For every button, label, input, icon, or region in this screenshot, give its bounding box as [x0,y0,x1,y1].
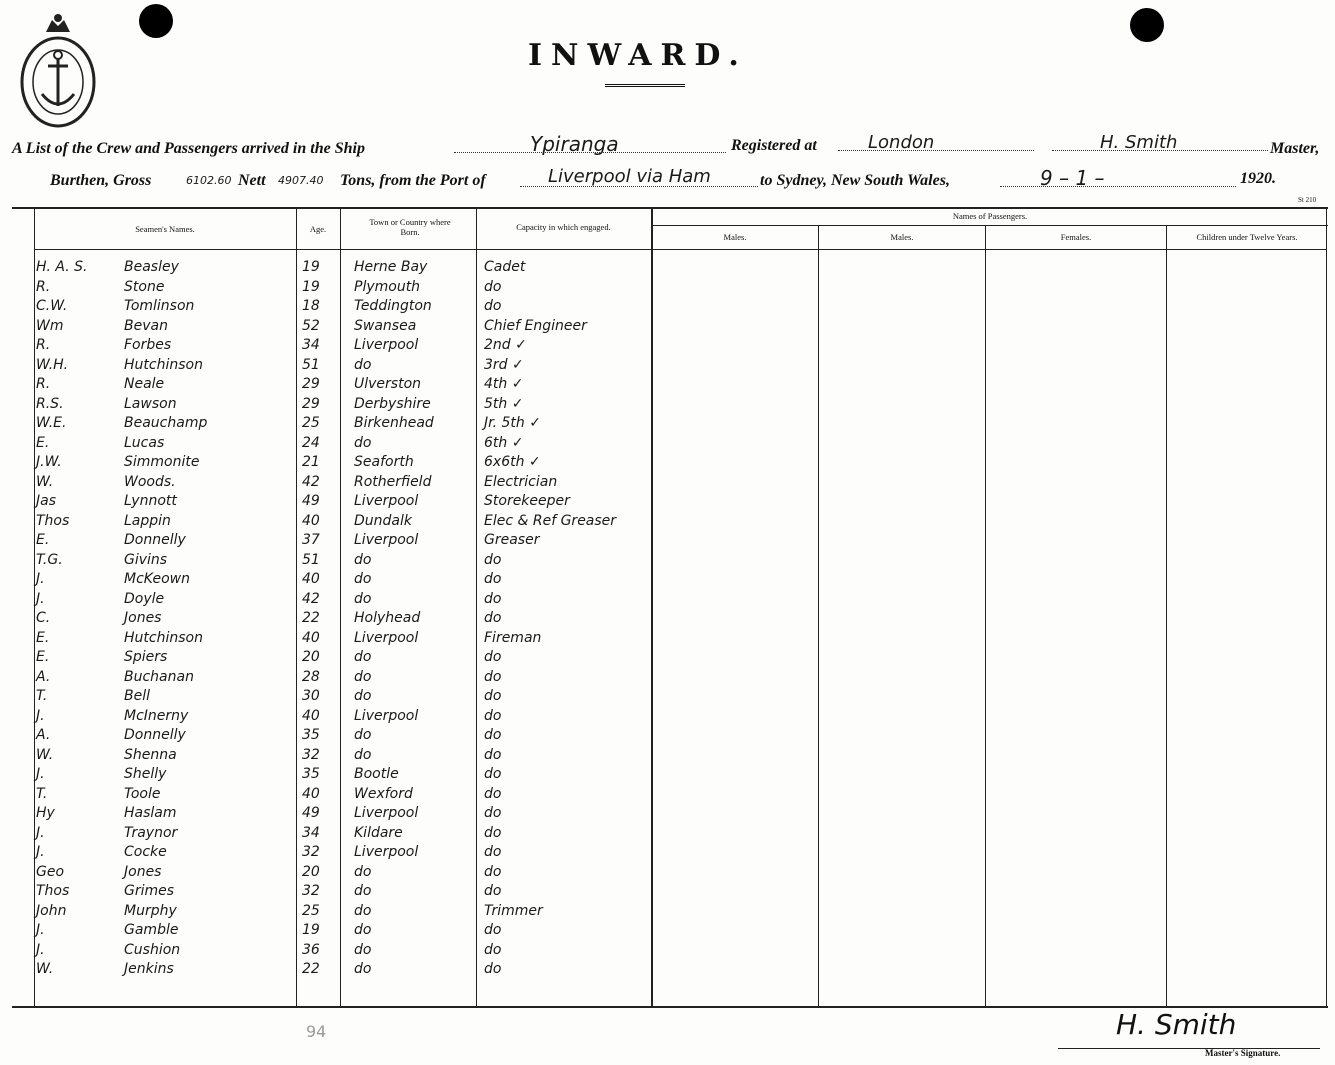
title-underline [605,84,685,87]
crew-age: 21 [302,454,320,470]
crew-town: do [354,649,372,665]
crew-capacity: Trimmer [484,902,543,919]
table-row [0,669,1335,689]
crew-surname: Shelly [124,766,167,782]
crew-capacity: do [484,571,502,587]
table-row [0,942,1335,962]
crew-surname: Beasley [124,259,179,275]
crew-surname: Traynor [124,824,178,841]
header-seamens-names: Seamen's Names. [135,224,195,234]
crew-town: do [354,961,372,977]
crew-surname: McInerny [124,707,189,724]
crew-age: 35 [302,727,320,743]
crew-town: do [354,746,372,763]
crew-age: 49 [302,805,320,821]
crew-initials: Geo [36,863,65,880]
crew-capacity: do [484,805,502,821]
crew-town: do [354,668,372,685]
table-row [0,357,1335,377]
crew-age: 19 [302,922,320,938]
tons-from-port-label: Tons, from the Port of [340,172,486,189]
crew-initials: A. [36,727,51,743]
crew-initials: W.H. [36,356,69,373]
crew-surname: Cocke [124,844,167,860]
crew-age: 34 [302,824,320,841]
crew-surname: McKeown [124,571,190,587]
crew-capacity: do [484,844,502,860]
crew-capacity: do [484,746,502,763]
crew-town: do [354,922,372,938]
table-row [0,844,1335,864]
crew-initials: J. [36,824,45,841]
crew-age: 32 [302,883,320,899]
crew-capacity: do [484,785,502,802]
date-field [1000,186,1236,187]
crew-initials: R.S. [36,395,64,412]
crew-age: 51 [302,551,320,568]
crew-capacity: do [484,590,502,607]
crew-initials: J. [36,844,45,860]
document-title: INWARD. [528,38,748,73]
table-row [0,396,1335,416]
crew-initials: T. [36,688,48,704]
crew-capacity: do [484,298,502,314]
crew-initials: J. [36,707,45,724]
table-row [0,961,1335,981]
crew-age: 35 [302,766,320,782]
table-row [0,903,1335,923]
crew-capacity: do [484,610,502,626]
crew-town: Liverpool [354,707,419,724]
crew-initials: W. [36,473,54,490]
crew-town: Bootle [354,766,399,782]
crew-town: Liverpool [354,493,419,509]
crew-capacity: 6th ✓ [484,434,524,451]
crew-surname: Murphy [124,902,177,919]
crew-age: 32 [302,844,320,860]
table-top-rule [12,207,1328,209]
crew-surname: Beauchamp [124,415,208,431]
crew-initials: J. [36,571,45,587]
master-name-value: H. Smith [1100,132,1178,153]
crew-initials: C.W. [36,298,68,314]
table-row [0,805,1335,825]
crew-initials: Thos [36,512,70,529]
crew-surname: Stone [124,278,165,295]
crew-capacity: Elec & Ref Greaser [484,512,617,529]
nett-label: Nett [238,172,266,189]
crew-town: Liverpool [354,337,419,353]
crew-age: 25 [302,902,320,919]
crew-town: Liverpool [354,844,419,860]
crew-town: do [354,590,372,607]
crew-capacity: Chief Engineer [484,317,587,334]
crew-surname: Lucas [124,434,165,451]
crew-age: 19 [302,278,320,295]
table-row [0,415,1335,435]
crew-capacity: do [484,941,502,958]
crew-surname: Neale [124,376,165,392]
crew-capacity: 5th ✓ [484,395,524,412]
crew-surname: Cushion [124,941,181,958]
to-sydney-label: to Sydney, New South Wales, [760,172,950,189]
crew-surname: Lappin [124,512,171,529]
crew-age: 28 [302,668,320,685]
crew-initials: A. [36,668,51,685]
crew-surname: Bell [124,688,150,704]
table-row [0,649,1335,669]
crew-surname: Grimes [124,883,175,899]
crew-surname: Jenkins [124,961,174,977]
crew-surname: Shenna [124,746,177,763]
table-row [0,591,1335,611]
crew-surname: Simmonite [124,454,200,470]
header-town: Town or Country where Born. [369,217,451,237]
crew-initials: H. A. S. [36,259,88,275]
table-row [0,454,1335,474]
crew-initials: T.G. [36,551,63,568]
table-row [0,279,1335,299]
table-row [0,766,1335,786]
crew-town: Holyhead [354,610,421,626]
crew-surname: Hutchinson [124,629,203,646]
table-row [0,435,1335,455]
header-children: Children under Twelve Years. [1196,232,1298,242]
crew-capacity: Greaser [484,532,540,548]
table-row [0,786,1335,806]
crew-town: Dundalk [354,512,412,529]
crew-initials: John [36,902,67,919]
crew-initials: J. [36,941,45,958]
crew-initials: J. [36,922,45,938]
table-row [0,708,1335,728]
crew-age: 30 [302,688,320,704]
master-label: Master, [1270,140,1320,157]
header-males-2: Males. [890,232,914,242]
crew-town: Rotherfield [354,473,432,490]
crew-capacity: do [484,707,502,724]
crew-initials: W. [36,961,54,977]
master-signature: H. Smith [1116,1008,1237,1041]
ship-line-prefix: A List of the Crew and Passengers arrived in the Ship [12,140,365,157]
header-passengers: Names of Passengers. [952,211,1028,221]
crew-capacity: do [484,649,502,665]
crew-town: Derbyshire [354,395,431,412]
crew-age: 37 [302,532,320,548]
table-row [0,337,1335,357]
header-age: Age. [309,224,327,234]
crew-initials: E. [36,629,50,646]
crew-town: Liverpool [354,532,419,548]
table-row [0,376,1335,396]
table-row [0,883,1335,903]
crew-town: Seaforth [354,454,414,470]
ship-name-value: Ypiranga [530,132,619,156]
crew-surname: Hutchinson [124,356,203,373]
punch-hole-left [139,4,173,38]
table-row [0,474,1335,494]
crew-town: Wexford [354,785,413,802]
crew-capacity: do [484,922,502,938]
crew-age: 40 [302,707,320,724]
crew-town: do [354,356,372,373]
crew-capacity: Storekeeper [484,493,570,509]
crew-age: 40 [302,629,320,646]
crew-town: do [354,571,372,587]
crew-age: 51 [302,356,320,373]
crew-initials: T. [36,785,48,802]
crew-town: Birkenhead [354,415,434,431]
table-row [0,688,1335,708]
crew-initials: R. [36,278,51,295]
crew-surname: Givins [124,551,168,568]
crew-town: Teddington [354,298,432,314]
crew-town: Ulverston [354,376,422,392]
table-row [0,864,1335,884]
crew-surname: Toole [124,785,161,802]
burthen-label: Burthen, Gross [50,172,152,189]
crew-age: 29 [302,376,320,392]
signature-line [1058,1048,1320,1049]
crew-town: Swansea [354,317,417,334]
table-row [0,825,1335,845]
crew-age: 22 [302,610,320,626]
punch-hole-right [1130,8,1164,42]
crew-capacity: do [484,688,502,704]
table-row [0,552,1335,572]
passengers-sub-rule [652,225,1328,226]
crew-initials: R. [36,337,51,353]
crew-capacity: do [484,668,502,685]
crew-surname: Haslam [124,805,177,821]
table-row [0,630,1335,650]
crew-surname: Forbes [124,337,172,353]
crew-surname: Woods. [124,473,176,490]
crew-surname: Donnelly [124,532,186,548]
crew-initials: Wm [36,317,64,334]
crew-initials: J. [36,590,45,607]
crew-town: do [354,434,372,451]
crew-capacity: Jr. 5th ✓ [484,415,541,431]
form-code: St 210 [1298,196,1317,204]
crew-initials: J.W. [36,454,62,470]
crew-town: Liverpool [354,629,419,646]
crew-age: 34 [302,337,320,353]
nett-tons-value: 4907.40 [278,174,324,187]
table-header-rule [34,249,1326,250]
header-males-1: Males. [723,232,747,242]
crew-town: do [354,727,372,743]
crew-capacity: Electrician [484,473,558,490]
table-row [0,513,1335,533]
crew-town: do [354,941,372,958]
registered-port-value: London [868,132,935,153]
master-signature-label: Master's Signature. [1205,1048,1281,1058]
crew-surname: Bevan [124,317,168,334]
crew-age: 19 [302,259,320,275]
crew-initials: C. [36,610,51,626]
crew-capacity: do [484,727,502,743]
table-row [0,298,1335,318]
crew-age: 40 [302,785,320,802]
crew-age: 49 [302,493,320,509]
crew-initials: R. [36,376,51,392]
pencil-mark: 94 [306,1022,327,1041]
crew-capacity: 6x6th ✓ [484,454,541,470]
crew-town: Plymouth [354,278,421,295]
crew-age: 25 [302,415,320,431]
crew-initials: E. [36,434,50,451]
crew-age: 18 [302,298,320,314]
crew-surname: Donnelly [124,727,186,743]
crew-age: 32 [302,746,320,763]
header-females: Females. [1060,232,1092,242]
crew-town: do [354,688,372,704]
crew-initials: W. [36,746,54,763]
from-port-value: Liverpool via Ham [548,166,711,187]
registered-label: Registered at [731,137,817,154]
crew-age: 52 [302,317,320,334]
crew-surname: Gamble [124,922,179,938]
crew-initials: J. [36,766,45,782]
header-capacity: Capacity in which engaged. [516,222,611,232]
crew-age: 42 [302,590,320,607]
shipping-master-seal-icon [18,10,98,128]
crew-age: 40 [302,571,320,587]
year-value: 1920. [1240,170,1276,187]
crew-capacity: do [484,824,502,841]
crew-surname: Spiers [124,649,168,665]
table-row [0,727,1335,747]
crew-age: 24 [302,434,320,451]
crew-capacity: do [484,961,502,977]
crew-age: 20 [302,649,320,665]
crew-capacity: 4th ✓ [484,376,524,392]
crew-capacity: 2nd ✓ [484,337,527,353]
crew-age: 42 [302,473,320,490]
crew-age: 20 [302,863,320,880]
table-row [0,610,1335,630]
crew-capacity: do [484,766,502,782]
crew-capacity: 3rd ✓ [484,356,524,373]
table-row [0,747,1335,767]
crew-capacity: do [484,863,502,880]
crew-surname: Lynnott [124,493,177,509]
crew-surname: Buchanan [124,668,194,685]
crew-initials: E. [36,532,50,548]
crew-initials: E. [36,649,50,665]
table-row [0,259,1335,279]
crew-town: do [354,902,372,919]
crew-surname: Tomlinson [124,298,195,314]
crew-initials: W.E. [36,415,67,431]
crew-age: 22 [302,961,320,977]
crew-capacity: Cadet [484,259,526,275]
gross-tons-value: 6102.60 [186,174,232,187]
table-row [0,318,1335,338]
date-value: 9 – 1 – [1040,166,1105,190]
crew-initials: Thos [36,883,70,899]
table-row [0,922,1335,942]
crew-town: do [354,863,372,880]
crew-capacity: do [484,551,502,568]
crew-surname: Jones [124,610,162,626]
table-row [0,493,1335,513]
crew-town: Kildare [354,824,403,841]
crew-capacity: do [484,278,502,295]
crew-initials: Jas [36,493,57,509]
crew-age: 40 [302,512,320,529]
crew-capacity: do [484,883,502,899]
crew-age: 29 [302,395,320,412]
crew-town: do [354,551,372,568]
crew-town: Liverpool [354,805,419,821]
crew-age: 36 [302,941,320,958]
table-row [0,532,1335,552]
crew-initials: Hy [36,805,55,821]
table-row [0,571,1335,591]
crew-surname: Jones [124,863,162,880]
crew-town: Herne Bay [354,259,428,275]
crew-surname: Doyle [124,590,165,607]
crew-surname: Lawson [124,395,177,412]
crew-town: do [354,883,372,899]
crew-capacity: Fireman [484,629,542,646]
